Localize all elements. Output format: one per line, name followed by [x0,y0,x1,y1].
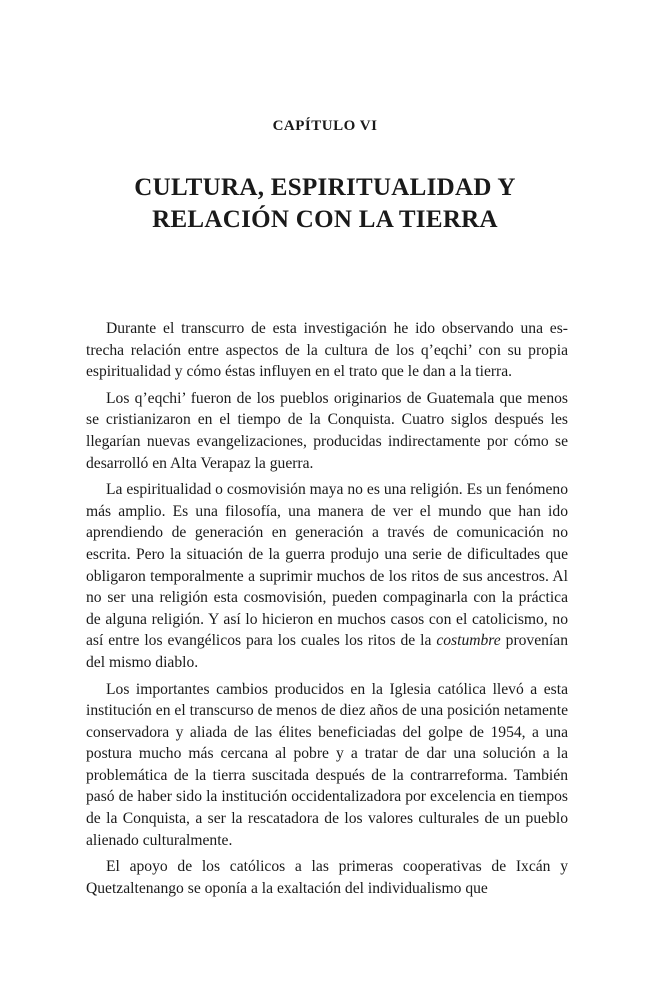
paragraph-4: Los importantes cambios producidos en la Iglesia católica llevó a esta institución en el transcurso de menos de diez años de una posición netamente conservadora y aliada de las élites beneficiadas del golpe de 1954, a una postura mucho más cercana al pobre y a tratar de dar una solución a la problemática de la tierra suscitada después de la contrarreforma. También pasó de haber sido la institución occidentalizadora por excelencia en tiempos de la Conquista, a ser la rescatadora de los valores culturales de un pueblo alienado culturalmente. [86,680,568,849]
paragraph-3 [86,479,568,673]
chapter-title-line-2: RELACIÓN CON LA TIERRA [152,206,498,233]
paragraph-3-text: La espiritualidad o cosmovisión maya no es una religión. Es un fenómeno más amplio. Es una filosofía, una manera de ver el mundo que han ido aprendiendo de generación en generación a través de comunicación no escrita. Pero la situación de la guerra produjo una serie de dificultades que obligaron temporalmente a suprimir muchos de los ritos de sus ancestros. Al no ser una religión esta cosmovisión, pueden compaginarla con la práctica de alguna religión. Y así lo hicieron en muchos casos con el catolicismo, no así entre los evangélicos para los cuales los ritos de la [86,481,568,650]
body-text [86,318,568,899]
chapter-title [80,172,570,236]
paragraph-2: Los q’eqchi’ fueron de los pueblos originarios de Guatemala que menos se cristianizaron en el tiempo de la Conquista. Cuatro siglos después les llegarían nuevas evangelizaciones, producidas indirectamente por cómo se desarrolló en Alta Verapaz la guerra. [86,389,568,472]
italic-term: costumbre [436,632,501,650]
paragraph-5: El apoyo de los católicos a las primeras cooperativas de Ixcán y Quetzaltenango se oponía a la exaltación del individualismo que [86,858,568,897]
chapter-title-line-1: CULTURA, ESPIRITUALIDAD Y [134,174,516,201]
paragraph-1: Durante el transcurro de esta investigación he ido observando una estrecha relación entre aspectos de la cultura de los q’eqchi’ con su propia espiritualidad y cómo éstas influyen en el trato que le dan a la tierra. [86,320,568,381]
paragraph-3-text-end: provenían del mismo diablo. [86,632,568,671]
chapter-number: CAPÍTULO VI [272,118,378,134]
